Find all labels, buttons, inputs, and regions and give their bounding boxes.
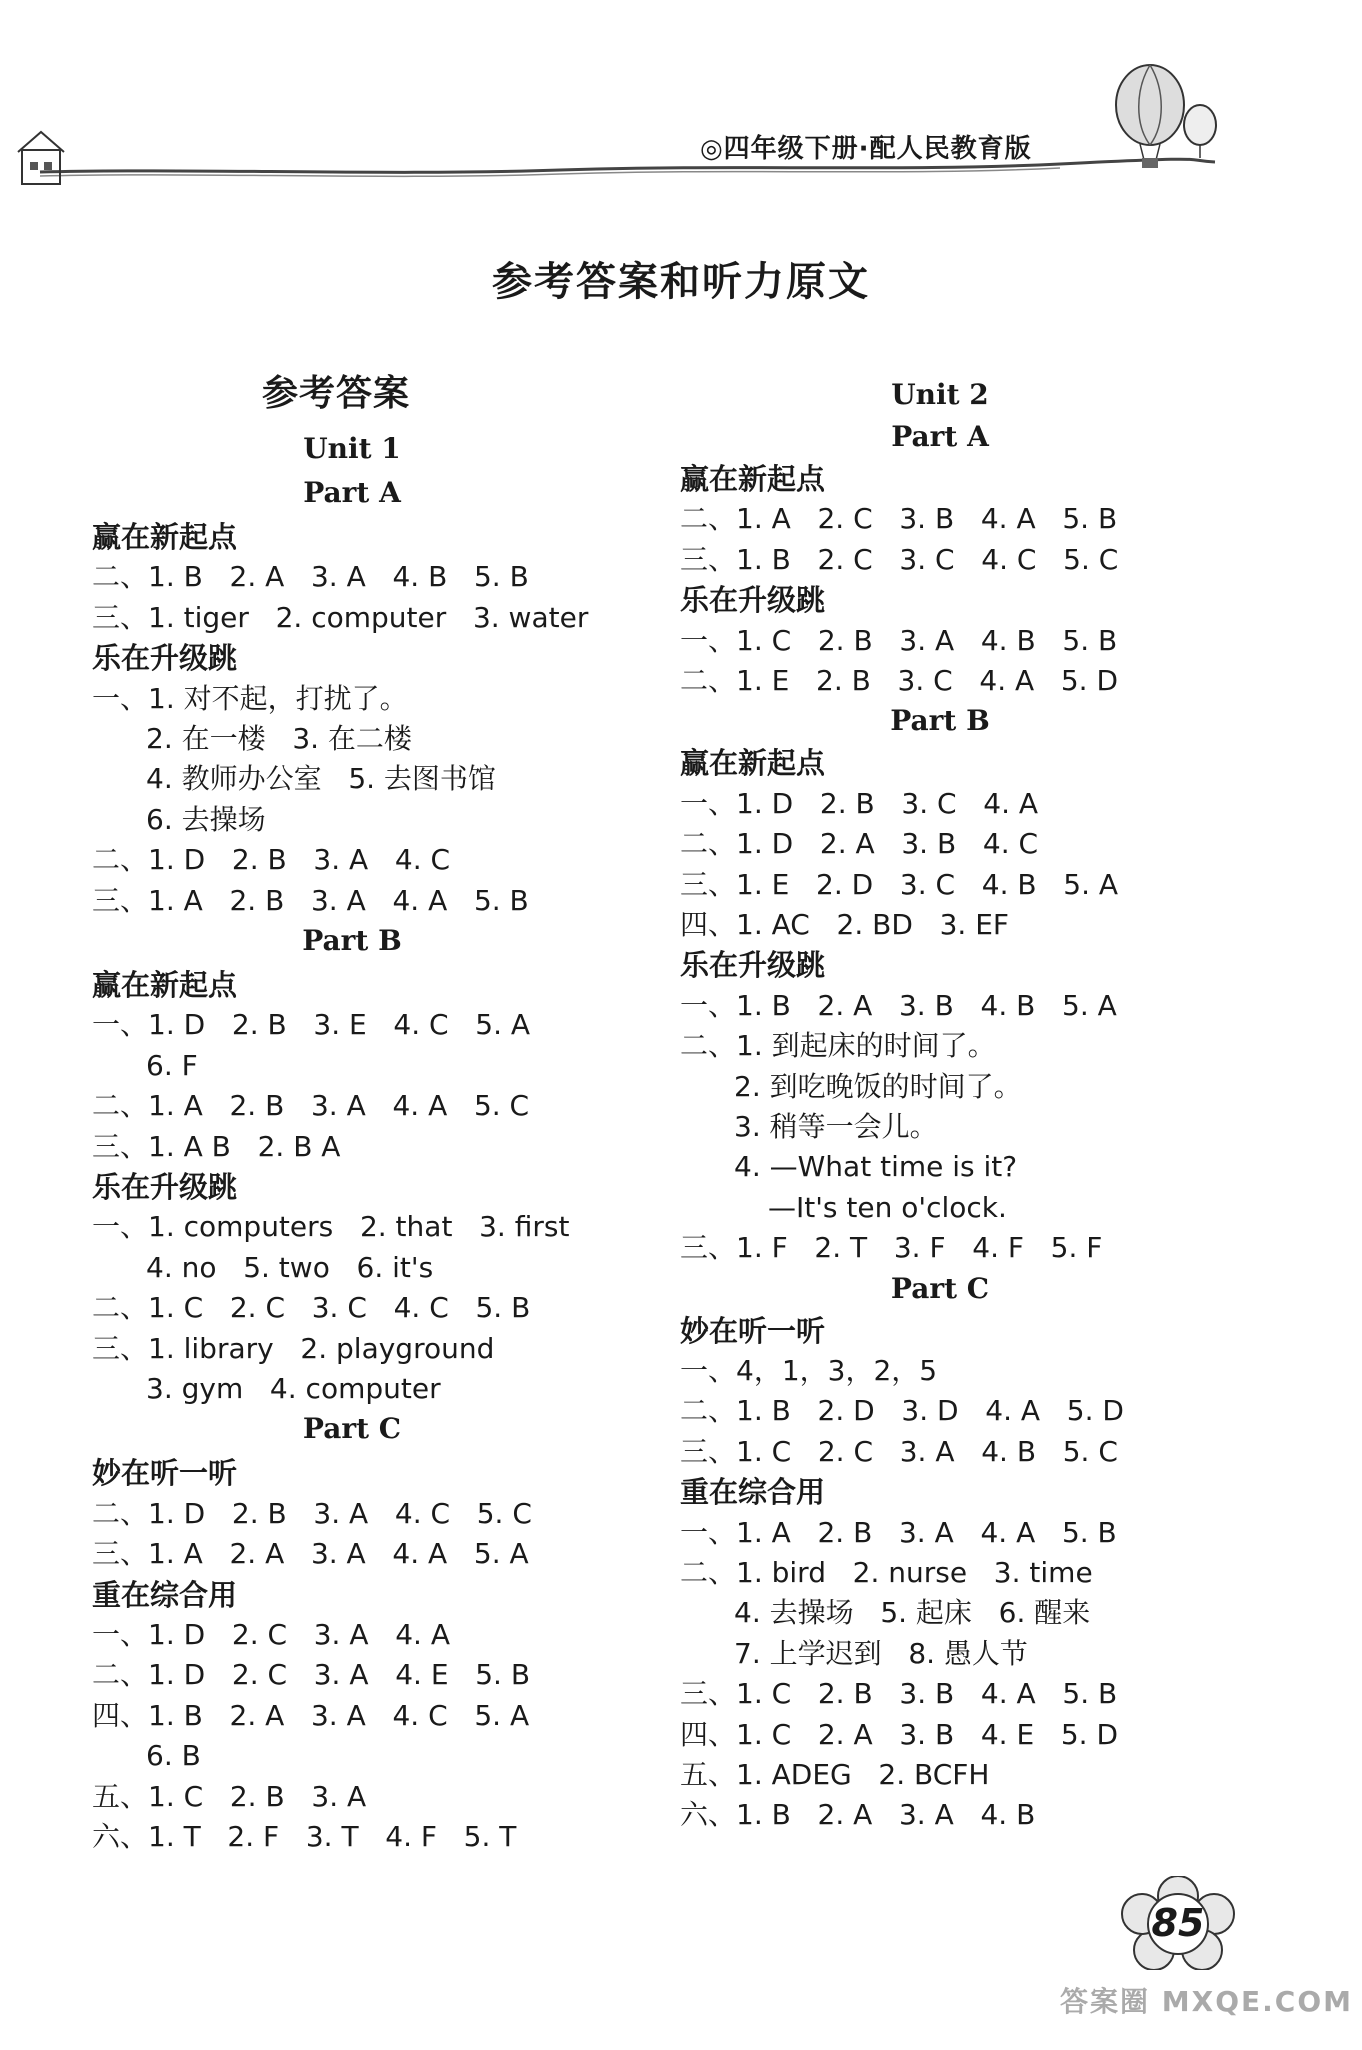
answer-line: 2. 到吃晚饭的时间了。 xyxy=(734,1069,1022,1103)
answer-line: 六、1. T 2. F 3. T 4. F 5. T xyxy=(92,1820,517,1853)
answer-line: 二、1. A 2. C 3. B 4. A 5. B xyxy=(680,502,1118,536)
answer-line: 三、1. C 2. B 3. B 4. A 5. B xyxy=(680,1677,1118,1711)
answer-line: 一、1. D 2. C 3. A 4. A xyxy=(92,1618,450,1651)
answer-line: 四、1. C 2. A 3. B 4. E 5. D xyxy=(680,1717,1119,1751)
answer-line: 三、1. library 2. playground xyxy=(92,1331,495,1365)
answer-line: 四、1. AC 2. BD 3. EF xyxy=(680,908,1010,941)
section-heading: 赢在新起点 xyxy=(92,520,238,554)
answer-line: 三、1. A B 2. B A xyxy=(92,1129,341,1163)
answer-line: 6. B xyxy=(146,1739,201,1773)
part-heading: Part C xyxy=(890,1271,990,1305)
part-heading: Part B xyxy=(302,924,402,957)
section-heading: 乐在升级跳 xyxy=(92,641,238,676)
answer-line: 一、1. D 2. B 3. E 4. C 5. A xyxy=(92,1008,531,1042)
section-heading: 赢在新起点 xyxy=(680,462,826,496)
section-heading: 乐在升级跳 xyxy=(92,1170,238,1204)
answer-line: 二、1. B 2. A 3. A 4. B 5. B xyxy=(92,560,529,594)
answer-line: 一、1. B 2. A 3. B 4. B 5. A xyxy=(680,988,1117,1022)
section-heading: 乐在升级跳 xyxy=(680,948,826,983)
answer-line: 二、1. E 2. B 3. C 4. A 5. D xyxy=(680,664,1119,697)
answer-line: 7. 上学迟到 8. 愚人节 xyxy=(734,1636,1028,1670)
answer-line: 二、1. C 2. C 3. C 4. C 5. B xyxy=(92,1291,531,1325)
part-heading: Part C xyxy=(302,1412,402,1446)
section-heading: 重在综合用 xyxy=(92,1577,238,1612)
answer-line: 六、1. B 2. A 3. A 4. B xyxy=(680,1798,1036,1832)
watermark: 答案圈 MXQE.COM xyxy=(1060,1985,1353,2018)
answer-line: 二、1. 到起床的时间了。 xyxy=(680,1029,996,1063)
answer-line: 三、1. A 2. B 3. A 4. A 5. B xyxy=(92,883,529,917)
answer-line: 二、1. D 2. C 3. A 4. E 5. B xyxy=(92,1658,531,1692)
answer-line: 4. 去操场 5. 起床 6. 醒来 xyxy=(734,1596,1091,1630)
answer-line: 一、4，1，3，2，5 xyxy=(680,1354,938,1387)
answer-line: 三、1. B 2. C 3. C 4. C 5. C xyxy=(680,542,1119,576)
answer-line: 五、1. ADEG 2. BCFH xyxy=(680,1758,990,1791)
section-heading: 赢在新起点 xyxy=(92,968,238,1002)
answer-line: 二、1. D 2. A 3. B 4. C xyxy=(680,827,1039,861)
page-number: 85 xyxy=(1151,1901,1205,1945)
answer-line: 三、1. tiger 2. computer 3. water xyxy=(92,600,589,634)
answer-line: —It's ten o'clock. xyxy=(768,1190,1007,1224)
answer-line: 二、1. D 2. B 3. A 4. C xyxy=(92,843,451,877)
answer-line: 五、1. C 2. B 3. A xyxy=(92,1779,367,1813)
answer-line: 四、1. B 2. A 3. A 4. C 5. A xyxy=(92,1698,530,1732)
answer-line: 4. no 5. two 6. it's xyxy=(146,1250,434,1284)
answer-line: 2. 在一楼 3. 在二楼 xyxy=(146,722,412,755)
answer-line: 一、1. A 2. B 3. A 4. A 5. B xyxy=(680,1515,1117,1549)
answer-line: 一、1. D 2. B 3. C 4. A xyxy=(680,786,1039,820)
answer-line: 3. gym 4. computer xyxy=(146,1372,441,1405)
section-heading: 妙在听一听 xyxy=(680,1313,826,1348)
answer-line: 一、1. 对不起，打扰了。 xyxy=(92,681,408,715)
answer-line: 3. 稍等一会儿。 xyxy=(734,1110,938,1143)
page-title: 参考答案和听力原文 xyxy=(492,258,870,305)
section-heading: 重在综合用 xyxy=(680,1475,826,1510)
section-title: 参考答案 xyxy=(262,372,411,414)
answer-line: 三、1. E 2. D 3. C 4. B 5. A xyxy=(680,867,1119,901)
header-decoration xyxy=(0,0,1362,200)
section-heading: 妙在听一听 xyxy=(92,1456,238,1491)
answer-line: 一、1. computers 2. that 3. first xyxy=(92,1210,570,1244)
edition-label: ◎四年级下册·配人民教育版 xyxy=(700,134,1032,164)
answer-line: 三、1. C 2. C 3. A 4. B 5. C xyxy=(680,1434,1118,1468)
answer-line: 三、1. F 2. T 3. F 4. F 5. F xyxy=(680,1231,1103,1265)
answer-line: 三、1. A 2. A 3. A 4. A 5. A xyxy=(92,1537,529,1571)
answer-line: 4. —What time is it? xyxy=(734,1150,1018,1184)
answer-line: 4. 教师办公室 5. 去图书馆 xyxy=(146,762,496,796)
answer-line: 6. F xyxy=(146,1048,198,1082)
answer-line: 6. 去操场 xyxy=(146,802,266,836)
answer-line: 二、1. A 2. B 3. A 4. A 5. C xyxy=(92,1089,530,1123)
part-heading: Unit 2 xyxy=(891,378,989,411)
section-heading: 乐在升级跳 xyxy=(680,583,826,618)
answer-line: 二、1. bird 2. nurse 3. time xyxy=(680,1556,1093,1589)
part-heading: Part B xyxy=(890,704,990,738)
part-heading: Unit 1 xyxy=(303,432,401,465)
answer-line: 一、1. C 2. B 3. A 4. B 5. B xyxy=(680,623,1118,657)
part-heading: Part A xyxy=(891,420,989,453)
answer-line: 二、1. D 2. B 3. A 4. C 5. C xyxy=(92,1496,532,1530)
answer-line: 二、1. B 2. D 3. D 4. A 5. D xyxy=(680,1394,1124,1428)
part-heading: Part A xyxy=(303,476,401,509)
section-heading: 赢在新起点 xyxy=(680,746,826,781)
balloon-icon xyxy=(1116,65,1216,168)
